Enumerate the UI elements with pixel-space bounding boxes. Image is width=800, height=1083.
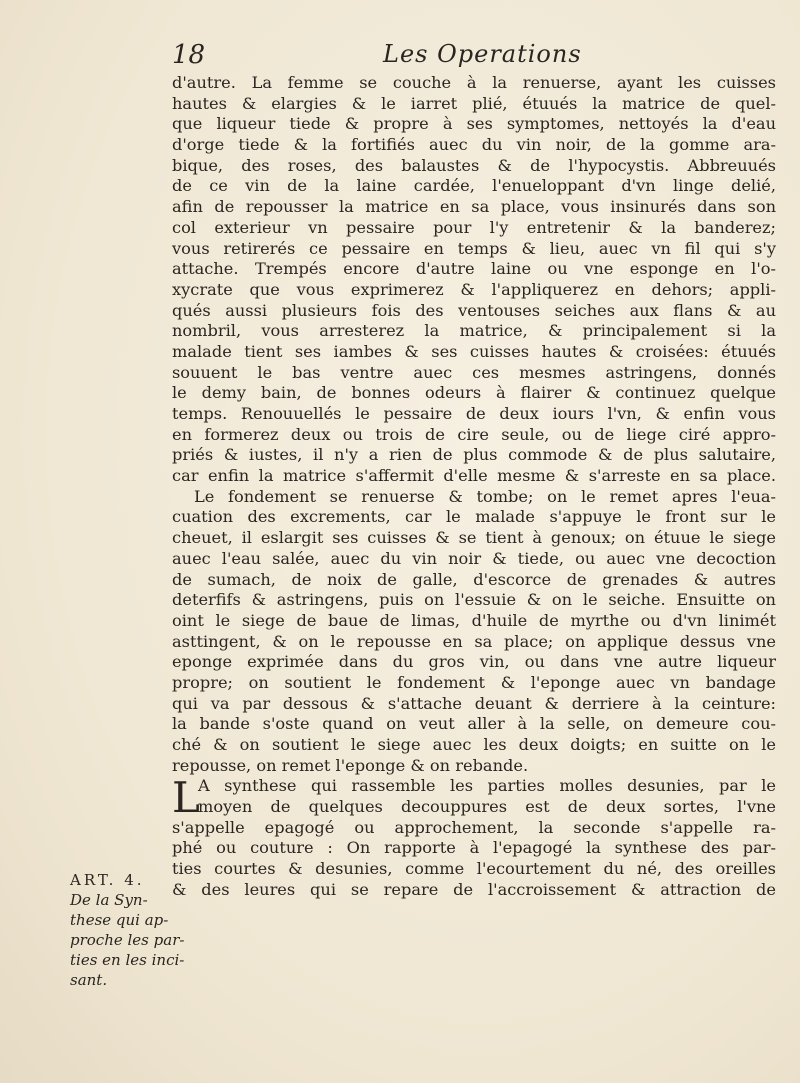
text-line: oint le siege de baue de limas, d'huile de myrthe ou d'vn linimét: [172, 610, 776, 630]
text-line: col exterieur vn pessaire pour l'y entretenir & la banderez;: [172, 217, 776, 237]
text-line: ties courtes & desunies, comme l'ecourtement du né, des oreilles: [172, 859, 776, 879]
paragraph-1: [172, 73, 776, 487]
text-line: bique, des roses, des balaustes & de l'hypocystis. Abbreuués: [172, 155, 776, 175]
article-label: ART. 4.: [70, 871, 145, 889]
text-line: en formerez deux ou trois de cire seule, ou de liege ciré appro-: [172, 424, 776, 444]
running-title: Les Operations: [383, 40, 582, 68]
text-line: qui va par dessous & s'attache deuant & derriere à la ceinture:: [172, 693, 776, 713]
text-line: qués aussi plusieurs fois des ventouses seiches aux flans & au: [172, 300, 776, 320]
paragraph-3: [172, 773, 776, 900]
margin-note-line: sant.: [70, 971, 108, 989]
text-line: car enfin la matrice s'affermit d'elle mesme & s'arreste en sa place.: [172, 466, 776, 486]
text-line: xycrate que vous exprimerez & l'appliquerez en dehors; appli-: [172, 279, 776, 299]
text-line: que liqueur tiede & propre à ses symptomes, nettoyés la d'eau: [172, 114, 776, 134]
text-line: Le fondement se renuerse & tombe; on le remet apres l'eua-: [194, 486, 776, 506]
drop-cap: L: [172, 773, 200, 823]
margin-note-line: these qui ap-: [70, 911, 169, 929]
text-line: & des leures qui se repare de l'accroissement & attraction de: [172, 879, 776, 899]
text-line: vous retirerés ce pessaire en temps & lieu, auec vn fil qui s'y: [172, 238, 776, 258]
text-line: le demy bain, de bonnes odeurs à flairer & continuez quelque: [172, 383, 776, 403]
text-line: s'appelle epagogé ou approchement, la seconde s'appelle ra-: [172, 817, 776, 837]
margin-note: [70, 870, 185, 990]
margin-note-line: ties en les inci-: [70, 951, 185, 969]
page-number: 18: [172, 40, 206, 70]
text-line: A synthese qui rassemble les parties molles desunies, par le: [198, 776, 776, 796]
text-line: eponge exprimée dans du gros vin, ou dans vne autre liqueur: [172, 652, 776, 672]
text-line: afin de repousser la matrice en sa place, vous insinurés dans son: [172, 197, 776, 217]
text-line: priés & iustes, il n'y a rien de plus commode & de plus salutaire,: [172, 445, 776, 465]
text-line: attache. Trempés encore d'autre laine ou vne esponge en l'o-: [172, 259, 776, 279]
text-line: cuation des excrements, car le malade s'appuye le front sur le: [172, 507, 776, 527]
margin-note-line: proche les par-: [70, 931, 185, 949]
text-line: phé ou couture : On rapporte à l'epagogé la synthese des par-: [172, 838, 776, 858]
text-line: de sumach, de noix de galle, d'escorce de grenades & autres: [172, 569, 776, 589]
text-line: auec l'eau salée, auec du vin noir & tiede, ou auec vne decoction: [172, 548, 776, 568]
text-line: repousse, on remet l'eponge & on rebande.: [172, 755, 529, 775]
text-line: asttingent, & on le repousse en sa place; on applique dessus vne: [172, 631, 776, 651]
text-line: d'orge tiede & la fortifiés auec du vin noir, de la gomme ara-: [172, 135, 776, 155]
text-line: d'autre. La femme se couche à la renuerse, ayant les cuisses: [172, 73, 776, 92]
text-line: souuent le bas ventre auec ces mesmes astringens, donnés: [172, 362, 776, 382]
text-line: cheuet, il eslargit ses cuisses & se tient à genoux; on étuue le siege: [172, 528, 776, 548]
text-line: temps. Renouuellés le pessaire de deux iours l'vn, & enfin vous: [172, 404, 776, 423]
text-line: la bande s'oste quand on veut aller à la selle, on demeure cou-: [172, 714, 776, 734]
text-line: hautes & elargies & le iarret plié, étuués la matrice de quel-: [172, 93, 776, 113]
main-text: [172, 73, 776, 901]
text-line: moyen de quelques decouppures est de deux sortes, l'vne: [198, 797, 776, 817]
paragraph-2: [172, 487, 776, 777]
text-line: malade tient ses iambes & ses cuisses hautes & croisées: étuués: [172, 341, 776, 361]
text-line: ché & on soutient le siege auec les deux doigts; en suitte on le: [172, 735, 776, 754]
text-line: de ce vin de la laine cardée, l'enueloppant d'vn linge delié,: [172, 176, 776, 196]
margin-note-line: De la Syn-: [70, 891, 148, 909]
text-line: nombril, vous arresterez la matrice, & principalement si la: [172, 321, 776, 341]
text-line: deterfifs & astringens, puis on l'essuie & on le seiche. Ensuitte on: [172, 590, 776, 610]
text-line: propre; on soutient le fondement & l'eponge auec vn bandage: [172, 672, 776, 692]
